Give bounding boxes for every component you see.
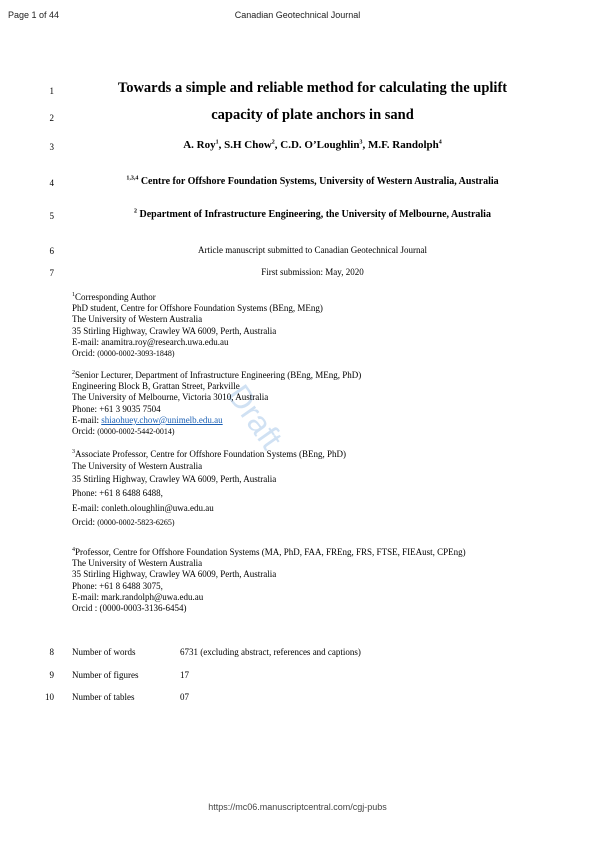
contact-line: Senior Lecturer, Department of Infrastructure Engineering (BEng, MEng, PhD) [75, 370, 362, 380]
author-list [60, 139, 565, 151]
table-count-value: 07 [180, 692, 189, 702]
contact-email: E-mail: mark.randolph@uwa.edu.au [72, 591, 204, 602]
submission-note: Article manuscript submitted to Canadian Geotechnical Journal [198, 245, 427, 255]
email-label: E-mail: [72, 414, 102, 425]
line-number: 9 [49, 670, 54, 680]
contact-sup: 2 [72, 370, 75, 376]
contact-email: E-mail: conleth.oloughlin@uwa.edu.au [72, 502, 214, 513]
line-number: 7 [49, 268, 54, 278]
author-name: A. Roy [183, 139, 216, 151]
author-name: , M.F. Randolph [362, 139, 439, 151]
line-number: 1 [49, 86, 54, 96]
paper-title-line-2: capacity of plate anchors in sand [211, 107, 414, 123]
contact-line: The University of Western Australia [72, 558, 203, 569]
contact-line: The University of Western Australia [72, 314, 203, 325]
paper-title-line-1: Towards a simple and reliable method for calculating the uplift [117, 80, 508, 96]
contact-line: 35 Stirling Highway, Crawley WA 6009, Perth, Australia [72, 569, 277, 580]
word-count-label: Number of words [72, 647, 136, 657]
author-name: , S.H Chow [218, 139, 272, 151]
affiliation-text: Department of Infrastructure Engineering, the University of Melbourne, Australia [137, 209, 491, 220]
contact-line: Associate Professor, Centre for Offshore Foundation Systems (BEng, PhD) [75, 449, 346, 459]
figure-count-label: Number of figures [72, 670, 139, 680]
orcid-label: Orcid: [72, 517, 98, 528]
line-number: 6 [49, 246, 54, 256]
orcid-label: Orcid: [72, 426, 98, 437]
contact-block-4 [72, 547, 552, 614]
contact-block-2 [72, 370, 552, 437]
word-count-value: 6731 (excluding abstract, references and captions) [180, 647, 361, 657]
orcid-id: (0000-0002-5442-0014) [97, 427, 175, 437]
contact-line: 35 Stirling Highway, Crawley WA 6009, Perth, Australia [72, 473, 277, 484]
affiliation-1 [60, 176, 565, 187]
line-number: 2 [49, 113, 54, 123]
contact-block-1 [72, 292, 552, 359]
affiliation-sup: 1,3,4 [126, 175, 139, 182]
contact-line: The University of Melbourne, Victoria 3010, Australia [72, 392, 269, 403]
contact-line: PhD student, Centre for Offshore Foundation Systems (BEng, MEng) [72, 303, 323, 314]
contact-sup: 3 [72, 449, 75, 455]
author-affil-sup: 4 [438, 139, 442, 146]
contact-sup: 1 [72, 292, 75, 298]
affiliation-text: Centre for Offshore Foundation Systems, University of Western Australia, Australia [138, 176, 499, 187]
author-affil-sup: 3 [359, 139, 363, 146]
contact-line: The University of Western Australia [72, 461, 203, 472]
contact-phone: Phone: +61 8 6488 6488, [72, 488, 163, 499]
table-count-label: Number of tables [72, 692, 135, 702]
contact-sup: 4 [72, 547, 75, 553]
line-number: 10 [45, 692, 54, 702]
orcid-label: Orcid: [72, 348, 98, 359]
contact-email: E-mail: anamitra.roy@research.uwa.edu.au [72, 336, 229, 347]
line-number: 3 [49, 142, 54, 152]
author-affil-sup: 2 [271, 139, 275, 146]
orcid-id: (0000-0002-5823-6265) [97, 518, 175, 528]
email-link[interactable]: shiaohuey.chow@unimelb.edu.au [101, 414, 223, 425]
orcid-line: Orcid : (0000-0003-3136-6454) [72, 603, 187, 614]
author-affil-sup: 1 [215, 139, 219, 146]
draft-watermark: Draft [220, 378, 290, 456]
contact-block-3 [72, 448, 552, 529]
contact-line: Professor, Centre for Offshore Foundation Systems (MA, PhD, FAA, FREng, FRS, FTSE, FIEAust, CPEng) [75, 547, 466, 557]
contact-line: Engineering Block B, Grattan Street, Parkville [72, 381, 240, 392]
contact-phone: Phone: +61 8 6488 3075, [72, 580, 163, 591]
contact-phone: Phone: +61 3 9035 7504 [72, 403, 161, 414]
figure-count-value: 17 [180, 670, 189, 680]
affiliation-2 [60, 209, 565, 220]
orcid-id: (0000-0002-3093-1848) [97, 349, 175, 359]
affiliation-sup: 2 [134, 208, 138, 215]
author-name: , C.D. O’Loughlin [274, 139, 360, 151]
line-number: 4 [49, 178, 54, 188]
contact-line: 35 Stirling Highway, Crawley WA 6009, Perth, Australia [72, 325, 277, 336]
contact-role: Corresponding Author [75, 292, 156, 302]
line-number: 8 [49, 647, 54, 657]
journal-header: Canadian Geotechnical Journal [234, 10, 361, 20]
first-submission-date: First submission: May, 2020 [261, 267, 364, 277]
footer-url: https://mc06.manuscriptcentral.com/cgj-pubs [208, 802, 387, 812]
line-number: 5 [49, 211, 54, 221]
page-counter: Page 1 of 44 [8, 10, 60, 20]
